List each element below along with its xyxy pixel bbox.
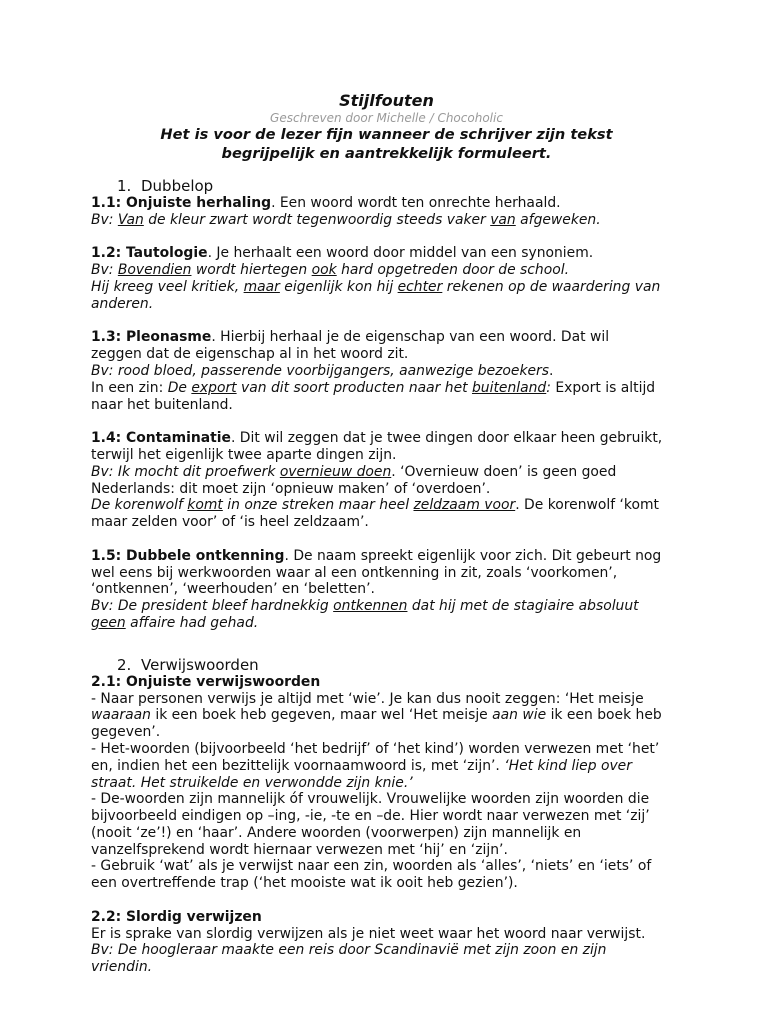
section-title: Dubbelop xyxy=(141,177,214,195)
example-text: Bv: rood bloed, passerende voorbijgangers, aanwezige bezoekers xyxy=(91,362,549,379)
example-text: De xyxy=(167,379,192,396)
subsection-label: 1.3: Pleonasme xyxy=(91,329,212,346)
body-text: In een zin: xyxy=(91,379,168,396)
subsection-label: 1.4: Contaminatie xyxy=(91,430,231,447)
subsection-2-2 xyxy=(91,909,682,976)
body-text: ik een boek heb gegeven, maar wel ‘Het meisje xyxy=(150,707,493,724)
body-text: . Je herhaalt een woord door middel van een synoniem. xyxy=(207,245,594,262)
document-intro xyxy=(91,125,682,163)
subsection-1-3 xyxy=(91,329,682,413)
example-text: Bv: De president bleef hardnekkig xyxy=(91,598,334,615)
body-text: . De naam spreekt eigenlijk voor zich. Dit gebeurt nog xyxy=(284,547,662,564)
section-title: Verwijswoorden xyxy=(141,655,259,674)
example-line xyxy=(91,212,682,229)
underlined-word: komt xyxy=(187,497,223,514)
body-text: bijvoorbeeld eindigen op –ing, -ie, -te en –de. Hier wordt naar verwezen met ‘zij’ xyxy=(91,808,650,825)
document-title: Stijlfouten xyxy=(339,91,434,110)
example-text: Bv: De hoogleraar maakte een reis door Scandinavië met zijn zoon en zijn xyxy=(91,942,607,959)
underlined-word: overnieuw doen xyxy=(279,463,392,480)
body-text: wel eens bij werkwoorden waar al een ontkenning in zit, zoals ‘voorkomen’, xyxy=(91,564,618,581)
body-text: Er is sprake van slordig verwijzen als je niet weet waar het woord naar verwijst. xyxy=(91,925,646,942)
example-text: vriendin. xyxy=(91,959,153,976)
example-text: eigenlijk kon hij xyxy=(279,278,398,295)
example-text: rekenen op de waardering van xyxy=(442,278,661,295)
body-text: . Dit wil zeggen dat je twee dingen door elkaar heen gebruikt, xyxy=(230,430,663,447)
subsection-label: 1.2: Tautologie xyxy=(91,245,208,262)
body-text: een overtreffende trap (‘het mooiste wat ik ooit heb gezien’). xyxy=(91,875,518,892)
punctuation: : xyxy=(546,379,551,396)
body-text: zeggen dat de eigenschap al in het woord zit. xyxy=(91,346,409,363)
subsection-1-2 xyxy=(91,245,682,312)
example-text: ‘Het kind liep over xyxy=(504,757,632,774)
example-line xyxy=(91,598,682,615)
example-text: straat. Het struikelde en verwondde zijn knie.’ xyxy=(91,774,413,791)
underlined-word: buitenland xyxy=(471,379,547,396)
intro-line-1: Het is voor de lezer fijn wanneer de schrijver zijn tekst xyxy=(160,126,613,143)
example-text: wordt hiertegen xyxy=(191,262,312,279)
example-text: Hij kreeg veel kritiek, xyxy=(91,278,244,295)
section-number: 2. xyxy=(117,655,132,674)
body-text: ik een boek heb xyxy=(546,707,662,724)
subsection-2-1 xyxy=(91,674,682,892)
underlined-word: van xyxy=(490,211,516,228)
body-text: . De korenwolf ‘komt xyxy=(515,497,659,514)
example-prefix: Bv: xyxy=(91,262,118,279)
example-text: Bv: Ik mocht dit proefwerk xyxy=(91,463,280,480)
underlined-word: Van xyxy=(117,211,144,228)
body-text: en, indien het een bezittelijk voornaamwoord is, met ‘zijn’. xyxy=(91,757,505,774)
body-text: . Een woord wordt ten onrechte herhaald. xyxy=(271,195,561,211)
body-text: (nooit ‘ze’!) en ‘haar’. Andere woorden (voorwerpen) zijn mannelijk en xyxy=(91,824,582,841)
subsection-1-4 xyxy=(91,430,682,531)
example-text: De korenwolf xyxy=(91,497,188,514)
example-text: waaraan xyxy=(91,707,151,724)
example-prefix: Bv: xyxy=(91,211,118,228)
example-text: aan wie xyxy=(492,707,547,724)
intro-line-2: begrijpelijk en aantrekkelijk formuleert. xyxy=(221,145,552,162)
underlined-word: zeldzaam voor xyxy=(413,497,516,514)
body-text: . Hierbij herhaal je de eigenschap van een woord. Dat wil xyxy=(211,329,610,346)
section-heading-verwijswoorden xyxy=(91,656,682,674)
body-text: ‘ontkennen’, ‘weerhouden’ en ‘beletten’. xyxy=(91,581,375,598)
example-text: afgeweken. xyxy=(515,211,601,228)
body-text: - De-woorden zijn mannelijk óf vrouwelijk. Vrouwelijke woorden zijn woorden die xyxy=(91,791,650,808)
body-text: maar zelden voor’ of ‘is heel zeldzaam’. xyxy=(91,514,369,531)
example-text: in onze streken maar heel xyxy=(222,497,414,514)
body-text: Export is altijd xyxy=(550,379,656,396)
body-text: - Het-woorden (bijvoorbeeld ‘het bedrijf’ of ‘het kind’) worden verwezen met ‘het’ xyxy=(91,740,660,757)
subsection-label: 2.1: Onjuiste verwijswoorden xyxy=(91,673,321,690)
body-text: naar het buitenland. xyxy=(91,396,233,413)
example-text: dat hij met de stagiaire absoluut xyxy=(407,598,639,615)
body-text: . ‘Overnieuw doen’ is geen goed xyxy=(391,463,617,480)
subsection-1-1 xyxy=(91,195,682,229)
body-text: gegeven’. xyxy=(91,724,161,741)
example-line: anderen. xyxy=(91,295,154,312)
body-text: terwijl het eigenlijk twee aparte dingen zijn. xyxy=(91,446,397,463)
example-line xyxy=(91,262,682,279)
example-text: van dit soort producten naar het xyxy=(236,379,472,396)
underlined-word: ook xyxy=(311,262,337,279)
body-text: - Naar personen verwijs je altijd met ‘wie’. Je kan dus nooit zeggen: ‘Het meisje xyxy=(91,690,644,707)
underlined-word: export xyxy=(191,379,237,396)
document-subtitle: Geschreven door Michelle / Chocoholic xyxy=(270,111,503,125)
subsection-label: 2.2: Slordig verwijzen xyxy=(91,908,262,925)
section-heading-dubbelop xyxy=(91,177,682,195)
example-line xyxy=(91,279,682,296)
subsection-1-5 xyxy=(91,548,682,632)
subsection-label: 1.1: Onjuiste herhaling xyxy=(91,195,272,211)
punctuation: . xyxy=(548,362,554,379)
example-text: de kleur zwart wordt tegenwoordig steeds vaker xyxy=(143,211,491,228)
section-number: 1. xyxy=(117,177,132,195)
subsection-label: 1.5: Dubbele ontkenning xyxy=(91,547,285,564)
underlined-word: Bovendien xyxy=(117,262,192,279)
underlined-word: geen xyxy=(91,614,126,631)
underlined-word: maar xyxy=(243,278,280,295)
body-text: - Gebruik ‘wat’ als je verwijst naar een zin, woorden als ‘alles’, ‘niets’ en ‘iets’ of xyxy=(91,858,652,875)
underlined-word: echter xyxy=(397,278,443,295)
body-text: Nederlands: dit moet zijn ‘opnieuw maken’ of ‘overdoen’. xyxy=(91,480,491,497)
example-text: affaire had gehad. xyxy=(125,614,259,631)
underlined-word: ontkennen xyxy=(333,598,408,615)
example-text: hard opgetreden door de school. xyxy=(336,262,570,279)
body-text: vanzelfsprekend wordt hiernaar verwezen met ‘hij’ en ‘zijn’. xyxy=(91,841,508,858)
